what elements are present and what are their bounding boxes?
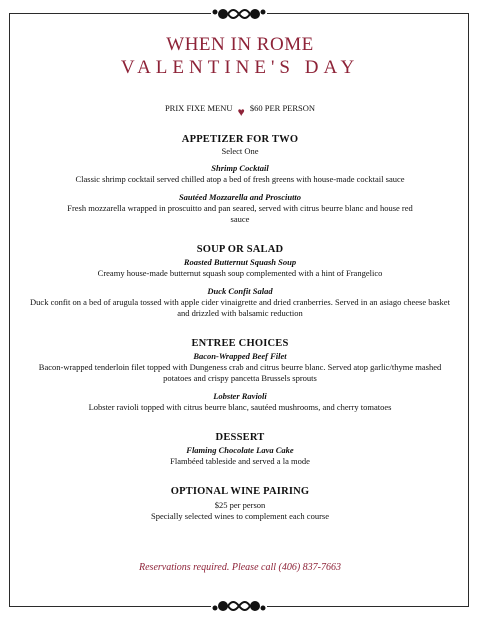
menu-item-name: Duck Confit Salad <box>207 286 273 296</box>
section-heading: APPETIZER FOR TWO <box>181 134 299 145</box>
section-heading: OPTIONAL WINE PAIRING <box>170 486 310 497</box>
dessert-section <box>0 432 480 467</box>
section-note: Select One <box>221 146 259 156</box>
flourish-ornament-bottom <box>211 597 267 615</box>
menu-item-description: Flambéed tableside and served a la mode <box>170 456 310 466</box>
menu-item-name: Lobster Ravioli <box>213 391 267 401</box>
menu-item-description: Classic shrimp cocktail served chilled atop a bed of fresh greens with house-made cocktail sauce <box>75 174 405 184</box>
menu-item-name: Sautéed Mozzarella and Prosciutto <box>178 192 302 202</box>
prix-fixe-price: $60 PER PERSON <box>249 103 316 113</box>
title-valentines-day: VALENTINE'S DAY <box>120 57 360 78</box>
flourish-icon <box>211 5 267 23</box>
flourish-icon <box>211 597 267 615</box>
prix-fixe-line <box>0 100 480 119</box>
heart-icon: ♥ <box>237 105 245 119</box>
menu-item-description: Fresh mozzarella wrapped in proscuitto and pan seared, served with citrus beurre blanc and house red sauce <box>67 203 413 224</box>
menu-item-description: Lobster ravioli topped with citrus beurre blanc, sautéed mushrooms, and cherry tomatoes <box>88 402 392 412</box>
flourish-ornament-top <box>211 5 267 23</box>
section-heading: DESSERT <box>215 432 265 443</box>
menu-item-description: Bacon-wrapped tenderloin filet topped with Dungeness crab and citrus beurre blanc. Served atop garlic/thyme mashed potatoes and crispy pancetta Brussels sprouts <box>38 362 442 383</box>
wine-price: $25 per person <box>214 500 266 510</box>
title-when-in-rome: WHEN IN ROME <box>166 34 314 55</box>
entree-section <box>0 338 480 413</box>
wine-pairing-section <box>0 486 480 522</box>
menu-item-description: Duck confit on a bed of arugula tossed with apple cider vinaigrette and dried cranberries. Served in an asiago cheese basket and drizzled with balsamic reduction <box>30 297 450 318</box>
wine-description: Specially selected wines to complement each course <box>151 511 329 521</box>
menu-item-name: Shrimp Cocktail <box>211 163 269 173</box>
soup-salad-section <box>0 244 480 319</box>
menu-item-description: Creamy house-made butternut squash soup complemented with a hint of Frangelico <box>97 268 383 278</box>
appetizer-section <box>0 134 480 225</box>
menu-item-name: Flaming Chocolate Lava Cake <box>186 445 294 455</box>
section-heading: ENTREE CHOICES <box>191 338 289 349</box>
prix-fixe-label: PRIX FIXE MENU <box>164 103 233 113</box>
section-heading: SOUP OR SALAD <box>196 244 284 255</box>
menu-item-name: Bacon-Wrapped Beef Filet <box>193 351 287 361</box>
menu-item-name: Roasted Butternut Squash Soup <box>183 257 297 267</box>
reservations-note: Reservations required. Please call (406) 837-7663 <box>139 562 341 573</box>
